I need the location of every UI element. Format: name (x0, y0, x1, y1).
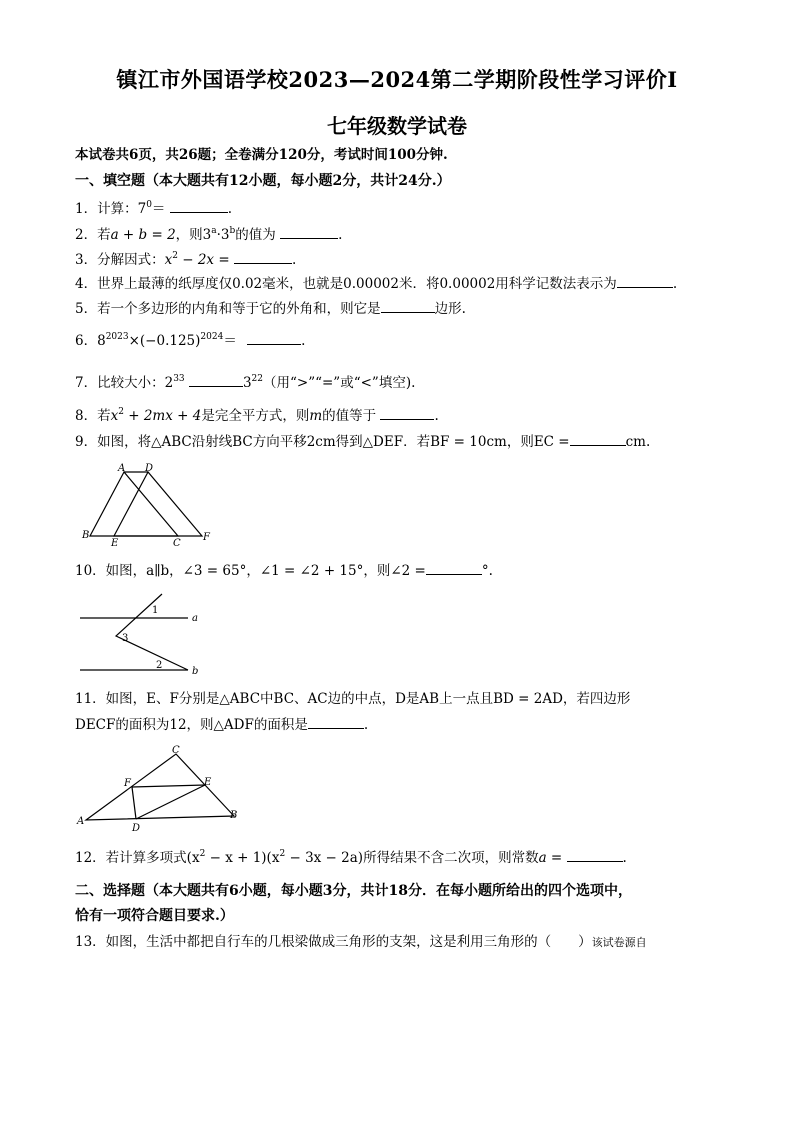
label-c: C (172, 745, 180, 756)
answer-blank (570, 432, 626, 446)
answer-blank (617, 274, 673, 288)
question-6: 6．$8^{2023}\times(-0.125)^{2024}=$ . (75, 332, 306, 349)
exam-subtitle: 七年级数学试卷 (327, 114, 467, 138)
answer-blank (426, 561, 482, 575)
answer-blank (567, 848, 623, 862)
answer-blank (381, 299, 435, 313)
label-d: D (145, 463, 154, 474)
figure-9-translated-triangles (78, 462, 214, 546)
answer-blank (189, 373, 243, 387)
label-c: C (173, 538, 181, 546)
label-d: D (132, 823, 141, 834)
angle-label-3: 3 (122, 633, 129, 644)
label-e: E (204, 777, 212, 788)
question-11-line-1: 11．如图，E、F分别是△ABC中BC、AC边的中点，D是AB上一点且BD = 2AD，若四边形 (75, 691, 631, 707)
answer-blank (380, 406, 434, 420)
label-b: B (82, 530, 90, 541)
figure-11-triangle (76, 744, 244, 836)
section2-heading-line-2: 恰有一项符合题目要求.） (75, 908, 234, 924)
section2-heading-line-1: 二、选择题（本大题共有6小题，每小题3分，共计18分．在每小题所给出的四个选项中， (75, 883, 632, 899)
question-12: 12．若计算多项式$(x^2 - x + 1)(x^2 - 3x - 2a)$所得结果不含二次项，则常数a = . (75, 849, 627, 866)
question-8: 8．若$x^2 + 2mx + 4$是完全平方式，则m的值等于 . (75, 407, 439, 424)
question-11-line-2: DECF的面积为12，则△ADF的面积是 . (75, 717, 369, 733)
question-3: 3．分解因式：$x^2 - 2x$ = . (75, 251, 297, 268)
segment-de (136, 785, 205, 819)
exam-intro: 本试卷共6页，共26题；全卷满分120分，考试时间100分钟. (75, 147, 448, 163)
label-f: F (203, 532, 210, 543)
label-e: E (111, 538, 119, 546)
line-label-b: b (192, 666, 199, 677)
question-2: 2．若a + b = 2，则$3^a\cdot 3^b$的值为 . (75, 226, 343, 243)
question-1: 1．计算：$7^0=$ . (75, 200, 233, 217)
segment-fe (132, 785, 205, 787)
triangle-abc (86, 754, 234, 820)
label-a: A (118, 463, 126, 474)
question-13: 13．如图，生活中都把自行车的几根梁做成三角形的支架，这是利用三角形的（ ）该试卷源自 (75, 934, 647, 950)
line-label-a: a (192, 613, 198, 624)
question-10: 10．如图，a∥b，∠3 = 65°，∠1 = ∠2 + 15°，则∠2 = °. (75, 563, 493, 579)
answer-blank (247, 331, 301, 345)
figure-10-parallel-lines (76, 586, 204, 678)
triangle-def (114, 472, 202, 536)
watermark-text: 该试卷源自 (591, 936, 647, 949)
question-7: 7．比较大小：$2^{33}$ $3^{22}$（用“>”“=”或“<”填空). (75, 374, 416, 391)
triangle-abc (90, 472, 178, 536)
angle-label-1: 1 (152, 605, 159, 616)
exam-title: 镇江市外国语学校2023—2024第二学期阶段性学习评价Ⅰ (116, 67, 678, 92)
question-5: 5．若一个多边形的内角和等于它的外角和，则它是 边形. (75, 301, 466, 317)
label-f: F (124, 778, 131, 789)
section1-heading: 一、填空题（本大题共有12小题，每小题2分，共计24分.） (75, 173, 451, 189)
answer-blank (170, 199, 228, 213)
answer-blank (234, 250, 292, 264)
question-4: 4．世界上最薄的纸厚度仅0.02毫米，也就是0.00002米．将0.00002用科学记数法表示为 . (75, 276, 678, 292)
answer-blank (308, 715, 364, 729)
question-9: 9．如图，将△ABC沿射线BC方向平移2cm得到△DEF．若BF = 10cm，则EC = cm. (75, 434, 651, 450)
segment-fd (132, 787, 136, 819)
label-a: A (77, 816, 85, 827)
answer-blank (280, 225, 338, 239)
label-b: B (230, 810, 238, 821)
angle-label-2: 2 (156, 660, 163, 671)
